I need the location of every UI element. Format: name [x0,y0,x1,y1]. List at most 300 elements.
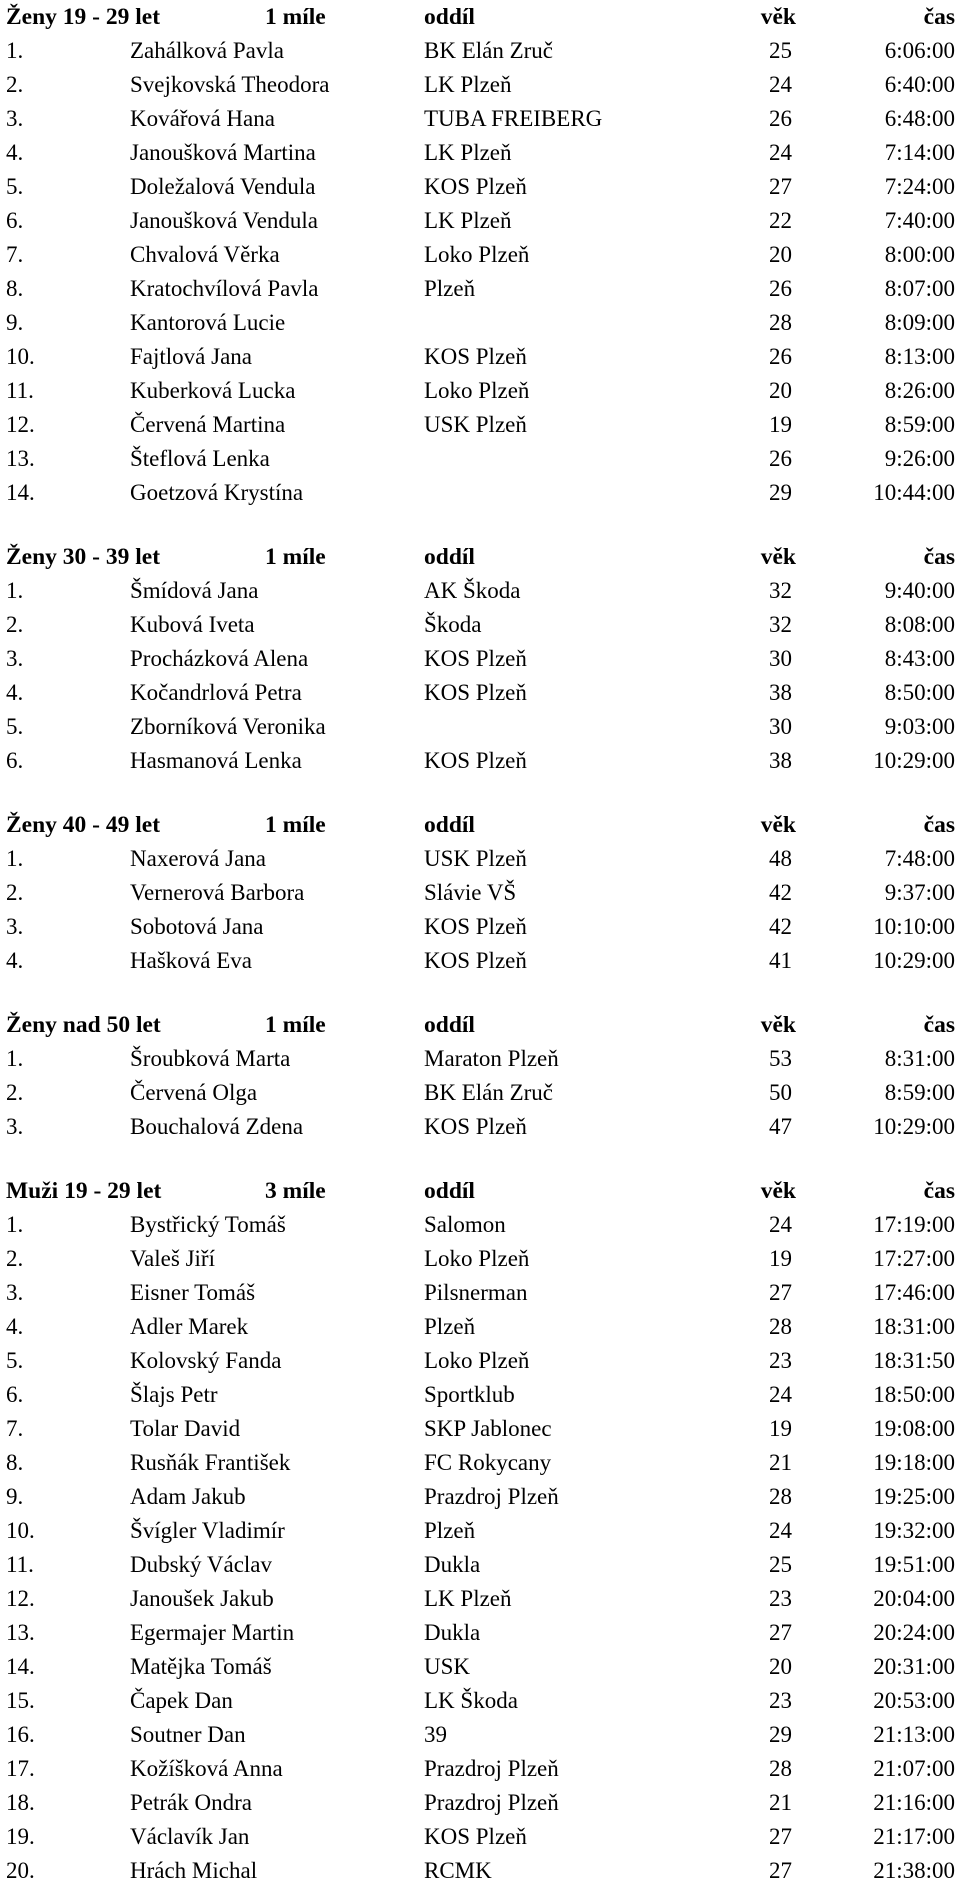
club-cell: KOS Plzeň [424,646,527,671]
age-cell: 42 [769,880,792,905]
results-section [0,0,960,510]
result-row [0,1344,960,1378]
name-cell: Zahálková Pavla [130,38,284,63]
age-cell: 24 [769,140,792,165]
result-row [0,136,960,170]
time-cell: 10:10:00 [873,914,955,939]
rank-cell: 8. [6,1450,24,1475]
rank-cell: 1. [6,1212,24,1237]
column-header-club: oddíl [424,812,475,838]
age-cell: 24 [769,1212,792,1237]
name-cell: Procházková Alena [130,646,309,671]
name-cell: Eisner Tomáš [130,1280,256,1305]
time-cell: 9:03:00 [884,714,955,739]
time-cell: 9:26:00 [884,446,955,471]
time-cell: 10:29:00 [873,748,955,773]
section-header [0,1008,960,1042]
time-cell: 8:26:00 [884,378,955,403]
time-cell: 8:00:00 [884,242,955,267]
age-cell: 27 [769,1620,792,1645]
age-cell: 24 [769,72,792,97]
rank-cell: 6. [6,1382,24,1407]
age-cell: 26 [769,344,792,369]
rank-cell: 8. [6,276,24,301]
time-cell: 7:14:00 [884,140,955,165]
name-cell: Valeš Jiří [130,1246,215,1271]
club-cell: SKP Jablonec [424,1416,552,1441]
section-gap [0,1144,960,1174]
age-cell: 28 [769,1484,792,1509]
club-cell: Škoda [424,612,482,637]
rank-cell: 4. [6,680,24,705]
rank-cell: 15. [6,1688,35,1713]
club-cell: Maraton Plzeň [424,1046,559,1071]
time-cell: 21:16:00 [873,1790,955,1815]
column-header-age: věk [760,4,796,30]
rank-cell: 14. [6,1654,35,1679]
time-cell: 19:51:00 [873,1552,955,1577]
name-cell: Hasmanová Lenka [130,748,302,773]
name-cell: Kožíšková Anna [130,1756,283,1781]
column-header-age: věk [760,1178,796,1204]
result-row [0,1650,960,1684]
name-cell: Kuberková Lucka [130,378,296,403]
result-row [0,1446,960,1480]
age-cell: 38 [769,748,792,773]
time-cell: 21:17:00 [873,1824,955,1849]
time-cell: 10:29:00 [873,1114,955,1139]
name-cell: Janoušková Martina [130,140,316,165]
age-cell: 27 [769,1858,792,1883]
result-row [0,910,960,944]
rank-cell: 3. [6,1114,24,1139]
results-section [0,1008,960,1144]
result-row [0,1854,960,1888]
rank-cell: 9. [6,1484,24,1509]
time-cell: 8:09:00 [884,310,955,335]
time-cell: 18:50:00 [873,1382,955,1407]
name-cell: Kolovský Fanda [130,1348,282,1373]
time-cell: 10:29:00 [873,948,955,973]
result-row [0,1242,960,1276]
result-row [0,306,960,340]
distance-label: 1 míle [265,1012,326,1038]
age-cell: 27 [769,1824,792,1849]
time-cell: 8:08:00 [884,612,955,637]
result-row [0,1582,960,1616]
name-cell: Bouchalová Zdena [130,1114,304,1139]
time-cell: 6:06:00 [884,38,955,63]
name-cell: Matějka Tomáš [130,1654,272,1679]
time-cell: 19:25:00 [873,1484,955,1509]
age-cell: 29 [769,480,792,505]
category-title: Ženy 30 - 39 let [6,544,161,570]
name-cell: Svejkovská Theodora [130,72,330,97]
age-cell: 23 [769,1348,792,1373]
name-cell: Fajtlová Jana [130,344,252,369]
result-row [0,204,960,238]
rank-cell: 2. [6,1080,24,1105]
name-cell: Kovářová Hana [130,106,275,131]
result-row [0,1378,960,1412]
result-row [0,1752,960,1786]
age-cell: 48 [769,846,792,871]
rank-cell: 3. [6,1280,24,1305]
rank-cell: 4. [6,1314,24,1339]
name-cell: Petrák Ondra [130,1790,252,1815]
age-cell: 30 [769,714,792,739]
age-cell: 50 [769,1080,792,1105]
name-cell: Kočandrlová Petra [130,680,302,705]
section-header [0,808,960,842]
time-cell: 21:13:00 [873,1722,955,1747]
age-cell: 23 [769,1586,792,1611]
name-cell: Šteflová Lenka [130,446,270,471]
rank-cell: 1. [6,1046,24,1071]
age-cell: 23 [769,1688,792,1713]
club-cell: Prazdroj Plzeň [424,1484,559,1509]
time-cell: 10:44:00 [873,480,955,505]
age-cell: 19 [769,1416,792,1441]
rank-cell: 1. [6,578,24,603]
club-cell: KOS Plzeň [424,680,527,705]
category-title: Muži 19 - 29 let [6,1178,162,1204]
column-header-club: oddíl [424,544,475,570]
name-cell: Adler Marek [130,1314,249,1339]
result-row [0,1310,960,1344]
result-row [0,374,960,408]
result-row [0,710,960,744]
time-cell: 6:40:00 [884,72,955,97]
rank-cell: 16. [6,1722,35,1747]
club-cell: Loko Plzeň [424,1348,530,1373]
club-cell: KOS Plzeň [424,174,527,199]
result-row [0,1076,960,1110]
club-cell: FC Rokycany [424,1450,552,1475]
rank-cell: 1. [6,846,24,871]
rank-cell: 10. [6,344,35,369]
section-gap [0,778,960,808]
name-cell: Soutner Dan [130,1722,246,1747]
age-cell: 22 [769,208,792,233]
name-cell: Václavík Jan [130,1824,250,1849]
time-cell: 17:19:00 [873,1212,955,1237]
rank-cell: 6. [6,208,24,233]
rank-cell: 10. [6,1518,35,1543]
results-section [0,1174,960,1888]
name-cell: Kantorová Lucie [130,310,286,335]
age-cell: 20 [769,242,792,267]
club-cell: LK Plzeň [424,140,512,165]
rank-cell: 12. [6,1586,35,1611]
time-cell: 20:04:00 [873,1586,955,1611]
section-header [0,1174,960,1208]
age-cell: 28 [769,1756,792,1781]
age-cell: 19 [769,1246,792,1271]
name-cell: Goetzová Krystína [130,480,304,505]
column-header-time: čas [923,1178,955,1204]
age-cell: 38 [769,680,792,705]
rank-cell: 19. [6,1824,35,1849]
age-cell: 26 [769,446,792,471]
result-row [0,1514,960,1548]
rank-cell: 5. [6,174,24,199]
result-row [0,842,960,876]
rank-cell: 12. [6,412,35,437]
rank-cell: 3. [6,646,24,671]
time-cell: 8:43:00 [884,646,955,671]
time-cell: 19:32:00 [873,1518,955,1543]
result-row [0,876,960,910]
column-header-time: čas [923,4,955,30]
rank-cell: 9. [6,310,24,335]
result-row [0,1480,960,1514]
result-row [0,1042,960,1076]
result-row [0,340,960,374]
result-row [0,1718,960,1752]
age-cell: 28 [769,310,792,335]
result-row [0,1110,960,1144]
age-cell: 19 [769,412,792,437]
club-cell: USK Plzeň [424,846,527,871]
time-cell: 17:27:00 [873,1246,955,1271]
time-cell: 20:31:00 [873,1654,955,1679]
name-cell: Kubová Iveta [130,612,255,637]
age-cell: 21 [769,1450,792,1475]
age-cell: 24 [769,1518,792,1543]
result-row [0,1820,960,1854]
result-row [0,102,960,136]
age-cell: 27 [769,174,792,199]
section-gap [0,510,960,540]
result-row [0,1684,960,1718]
rank-cell: 4. [6,948,24,973]
rank-cell: 3. [6,106,24,131]
rank-cell: 1. [6,38,24,63]
result-row [0,608,960,642]
time-cell: 7:24:00 [884,174,955,199]
club-cell: LK Plzeň [424,1586,512,1611]
age-cell: 53 [769,1046,792,1071]
rank-cell: 2. [6,612,24,637]
club-cell: Loko Plzeň [424,242,530,267]
club-cell: Loko Plzeň [424,1246,530,1271]
name-cell: Šroubková Marta [130,1046,291,1071]
result-row [0,944,960,978]
result-row [0,476,960,510]
age-cell: 32 [769,612,792,637]
rank-cell: 13. [6,1620,35,1645]
name-cell: Doležalová Vendula [130,174,316,199]
result-row [0,442,960,476]
result-row [0,170,960,204]
rank-cell: 11. [6,378,34,403]
result-row [0,238,960,272]
name-cell: Vernerová Barbora [130,880,305,905]
name-cell: Červená Olga [130,1080,258,1105]
time-cell: 18:31:50 [873,1348,955,1373]
distance-label: 1 míle [265,4,326,30]
time-cell: 20:24:00 [873,1620,955,1645]
club-cell: Prazdroj Plzeň [424,1756,559,1781]
rank-cell: 6. [6,748,24,773]
name-cell: Čapek Dan [130,1688,233,1713]
column-header-club: oddíl [424,1178,475,1204]
name-cell: Švígler Vladimír [130,1518,285,1543]
name-cell: Kratochvílová Pavla [130,276,319,301]
section-header [0,540,960,574]
name-cell: Dubský Václav [130,1552,273,1577]
time-cell: 8:59:00 [884,412,955,437]
club-cell: USK [424,1654,471,1679]
name-cell: Šlajs Petr [130,1382,218,1407]
club-cell: KOS Plzeň [424,948,527,973]
name-cell: Janoušek Jakub [130,1586,274,1611]
result-row [0,68,960,102]
rank-cell: 5. [6,714,24,739]
age-cell: 28 [769,1314,792,1339]
rank-cell: 13. [6,446,35,471]
column-header-time: čas [923,544,955,570]
result-row [0,1548,960,1582]
result-row [0,272,960,306]
age-cell: 21 [769,1790,792,1815]
distance-label: 1 míle [265,812,326,838]
category-title: Ženy 19 - 29 let [6,4,161,30]
result-row [0,1412,960,1446]
name-cell: Chvalová Věrka [130,242,280,267]
club-cell: LK Škoda [424,1688,518,1713]
time-cell: 8:50:00 [884,680,955,705]
age-cell: 32 [769,578,792,603]
time-cell: 8:59:00 [884,1080,955,1105]
name-cell: Adam Jakub [130,1484,246,1509]
column-header-club: oddíl [424,4,475,30]
time-cell: 9:37:00 [884,880,955,905]
name-cell: Egermajer Martin [130,1620,295,1645]
club-cell: BK Elán Zruč [424,38,554,63]
club-cell: 39 [424,1722,447,1747]
result-row [0,1276,960,1310]
column-header-age: věk [760,1012,796,1038]
result-row [0,1208,960,1242]
age-cell: 25 [769,1552,792,1577]
result-row [0,574,960,608]
time-cell: 21:07:00 [873,1756,955,1781]
time-cell: 20:53:00 [873,1688,955,1713]
age-cell: 26 [769,106,792,131]
club-cell: Dukla [424,1620,481,1645]
time-cell: 7:40:00 [884,208,955,233]
distance-label: 3 míle [265,1178,326,1204]
column-header-age: věk [760,544,796,570]
name-cell: Bystřický Tomáš [130,1212,286,1237]
section-header [0,0,960,34]
club-cell: Plzeň [424,1314,476,1339]
results-section [0,808,960,978]
age-cell: 27 [769,1280,792,1305]
time-cell: 8:13:00 [884,344,955,369]
name-cell: Janoušková Vendula [130,208,319,233]
rank-cell: 5. [6,1348,24,1373]
age-cell: 25 [769,38,792,63]
club-cell: LK Plzeň [424,72,512,97]
club-cell: Slávie VŠ [424,880,517,905]
distance-label: 1 míle [265,544,326,570]
name-cell: Naxerová Jana [130,846,267,871]
result-row [0,1786,960,1820]
rank-cell: 18. [6,1790,35,1815]
rank-cell: 4. [6,140,24,165]
result-row [0,1616,960,1650]
club-cell: Sportklub [424,1382,515,1407]
age-cell: 47 [769,1114,792,1139]
result-row [0,34,960,68]
result-row [0,744,960,778]
category-title: Ženy nad 50 let [6,1012,161,1038]
club-cell: Prazdroj Plzeň [424,1790,559,1815]
club-cell: AK Škoda [424,578,521,603]
rank-cell: 20. [6,1858,35,1883]
age-cell: 30 [769,646,792,671]
time-cell: 19:18:00 [873,1450,955,1475]
time-cell: 8:31:00 [884,1046,955,1071]
club-cell: KOS Plzeň [424,914,527,939]
name-cell: Hrách Michal [130,1858,258,1883]
club-cell: Loko Plzeň [424,378,530,403]
time-cell: 18:31:00 [873,1314,955,1339]
time-cell: 21:38:00 [873,1858,955,1883]
name-cell: Sobotová Jana [130,914,264,939]
club-cell: KOS Plzeň [424,344,527,369]
club-cell: Salomon [424,1212,506,1237]
name-cell: Rusňák František [130,1450,291,1475]
column-header-club: oddíl [424,1012,475,1038]
age-cell: 24 [769,1382,792,1407]
name-cell: Červená Martina [130,412,286,437]
rank-cell: 2. [6,72,24,97]
result-row [0,642,960,676]
club-cell: TUBA FREIBERG [424,106,603,131]
age-cell: 41 [769,948,792,973]
rank-cell: 11. [6,1552,34,1577]
club-cell: KOS Plzeň [424,748,527,773]
club-cell: LK Plzeň [424,208,512,233]
club-cell: KOS Plzeň [424,1824,527,1849]
club-cell: Dukla [424,1552,481,1577]
age-cell: 20 [769,378,792,403]
time-cell: 9:40:00 [884,578,955,603]
age-cell: 42 [769,914,792,939]
age-cell: 20 [769,1654,792,1679]
time-cell: 7:48:00 [884,846,955,871]
column-header-age: věk [760,812,796,838]
club-cell: USK Plzeň [424,412,527,437]
rank-cell: 3. [6,914,24,939]
time-cell: 17:46:00 [873,1280,955,1305]
rank-cell: 7. [6,242,24,267]
club-cell: RCMK [424,1858,492,1883]
rank-cell: 17. [6,1756,35,1781]
name-cell: Zborníková Veronika [130,714,326,739]
club-cell: Pilsnerman [424,1280,528,1305]
column-header-time: čas [923,812,955,838]
club-cell: BK Elán Zruč [424,1080,554,1105]
category-title: Ženy 40 - 49 let [6,812,161,838]
club-cell: KOS Plzeň [424,1114,527,1139]
name-cell: Šmídová Jana [130,578,259,603]
club-cell: Plzeň [424,1518,476,1543]
